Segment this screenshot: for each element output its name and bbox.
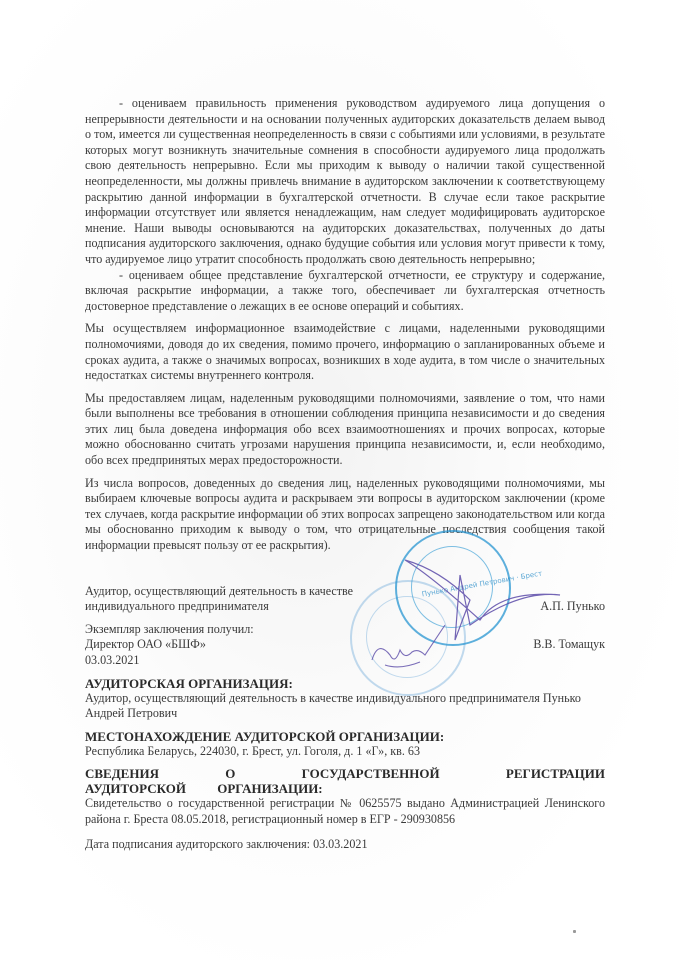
recipient-date: 03.03.2021 <box>85 653 140 667</box>
recipient-name: В.В. Томащук <box>533 637 605 652</box>
signing-date: Дата подписания аудиторского заключения: 03.03.2021 <box>85 836 368 851</box>
recipient-signature-block <box>85 622 605 669</box>
paragraph-going-concern: - оцениваем правильность применения руководством аудируемого лица допущения о непрерывности деятельности и на основании полученных аудиторских доказательств делаем вывод о том, имеется ли существенная неопределенность в связи с событиями или условиями, в результате которых могут возникнуть значительные сомнения в способности аудируемого лица продолжать свою деятельность непрерывно. Если мы приходим к выводу о наличии такой существенной неопределенности, мы должны привлечь внимание в аудиторском заключении к соответствующему раскрытию данной информации в бухгалтерской отчетности. В случае если такое раскрытие информации отсутствует или является ненадлежащим, нам следует модифицировать аудиторское мнение. Наши выводы основываются на аудиторских доказательствах, полученных до даты подписания аудиторского заключения, однако будущие события или условия могут привести к тому, что аудируемое лицо утратит способность продолжать свою деятельность непрерывно; <box>85 96 605 266</box>
recipient-caption: Экземпляр заключения получил: <box>85 621 254 636</box>
paragraph-key-matters: Из числа вопросов, доведенных до сведения лиц, наделенных руководящими полномочиями, мы выбираем ключевые вопросы аудита и раскрываем эти вопросы в аудиторском заключении (кроме тех случаев, когда раскрытие информации об этих вопросах запрещено законодательством или когда мы обоснованно приходим к выводу о том, что отрицательные последствия сообщения такой информации превысят пользу от ее раскрытия). <box>85 475 605 553</box>
auditor-stamp <box>395 530 543 646</box>
auditor-title-line1: Аудитор, осуществляющий деятельность в качестве <box>85 583 354 598</box>
audit-org-heading: АУДИТОРСКАЯ ОРГАНИЗАЦИЯ: <box>85 675 293 691</box>
paragraph-communication: Мы осуществляем информационное взаимодействие с лицами, наделенными руководящими полномочиями, доводя до их сведения, помимо прочего, информацию о запланированных объеме и сроках аудита, а также о значимых вопросах, возникших в ходе аудита, в том числе о значительных недостатках системы внутреннего контроля. <box>85 321 605 383</box>
registration-heading: СВЕДЕНИЯ О ГОСУДАРСТВЕННОЙ РЕГИСТРАЦИИ АУДИТОРСКОЙ ОРГАНИЗАЦИИ: <box>85 766 605 797</box>
registration-text: Свидетельство о государственной регистрации № 0625575 выдано Администрацией Ленинского района г. Бреста 08.05.2018, регистрационный номер в ЕГР - 290930856 <box>85 796 605 826</box>
recipient-title: Директор ОАО «БШФ» <box>85 637 206 652</box>
location-heading: МЕСТОНАХОЖДЕНИЕ АУДИТОРСКОЙ ОРГАНИЗАЦИИ: <box>85 728 445 744</box>
document-body <box>85 96 605 852</box>
audit-org-text: Аудитор, осуществляющий деятельность в качестве индивидуального предпринимателя Пунько Андрей Петрович <box>85 690 581 721</box>
auditor-signature-block <box>85 584 605 615</box>
paragraph-presentation: - оцениваем общее представление бухгалтерской отчетности, ее структуру и содержание, включая раскрытие информации, а также того, обеспечивает ли бухгалтерская отчетность достоверное представление о лежащих в ее основе операций и событиях. <box>85 267 605 313</box>
auditor-name: А.П. Пунько <box>540 599 605 614</box>
auditor-title-line2: индивидуального предпринимателя <box>85 599 269 614</box>
location-text: Республика Беларусь, 224030, г. Брест, ул. Гоголя, д. 1 «Г», кв. 63 <box>85 743 420 758</box>
scan-speck <box>573 930 576 933</box>
paragraph-independence: Мы предоставляем лицам, наделенным руководящими полномочиями, заявление о том, что нами были выполнены все требования в отношении соблюдения принципа независимости и до сведения этих лиц была доведена информация обо всех взаимоотношениях и прочих вопросах, которые можно обоснованно считать угрозами нарушения принципа независимости, и, если необходимо, обо всех предпринятых мерах предосторожности. <box>85 390 605 468</box>
auditor-stamp-text: Пунько Андрей Петрович · Брест <box>421 569 543 599</box>
